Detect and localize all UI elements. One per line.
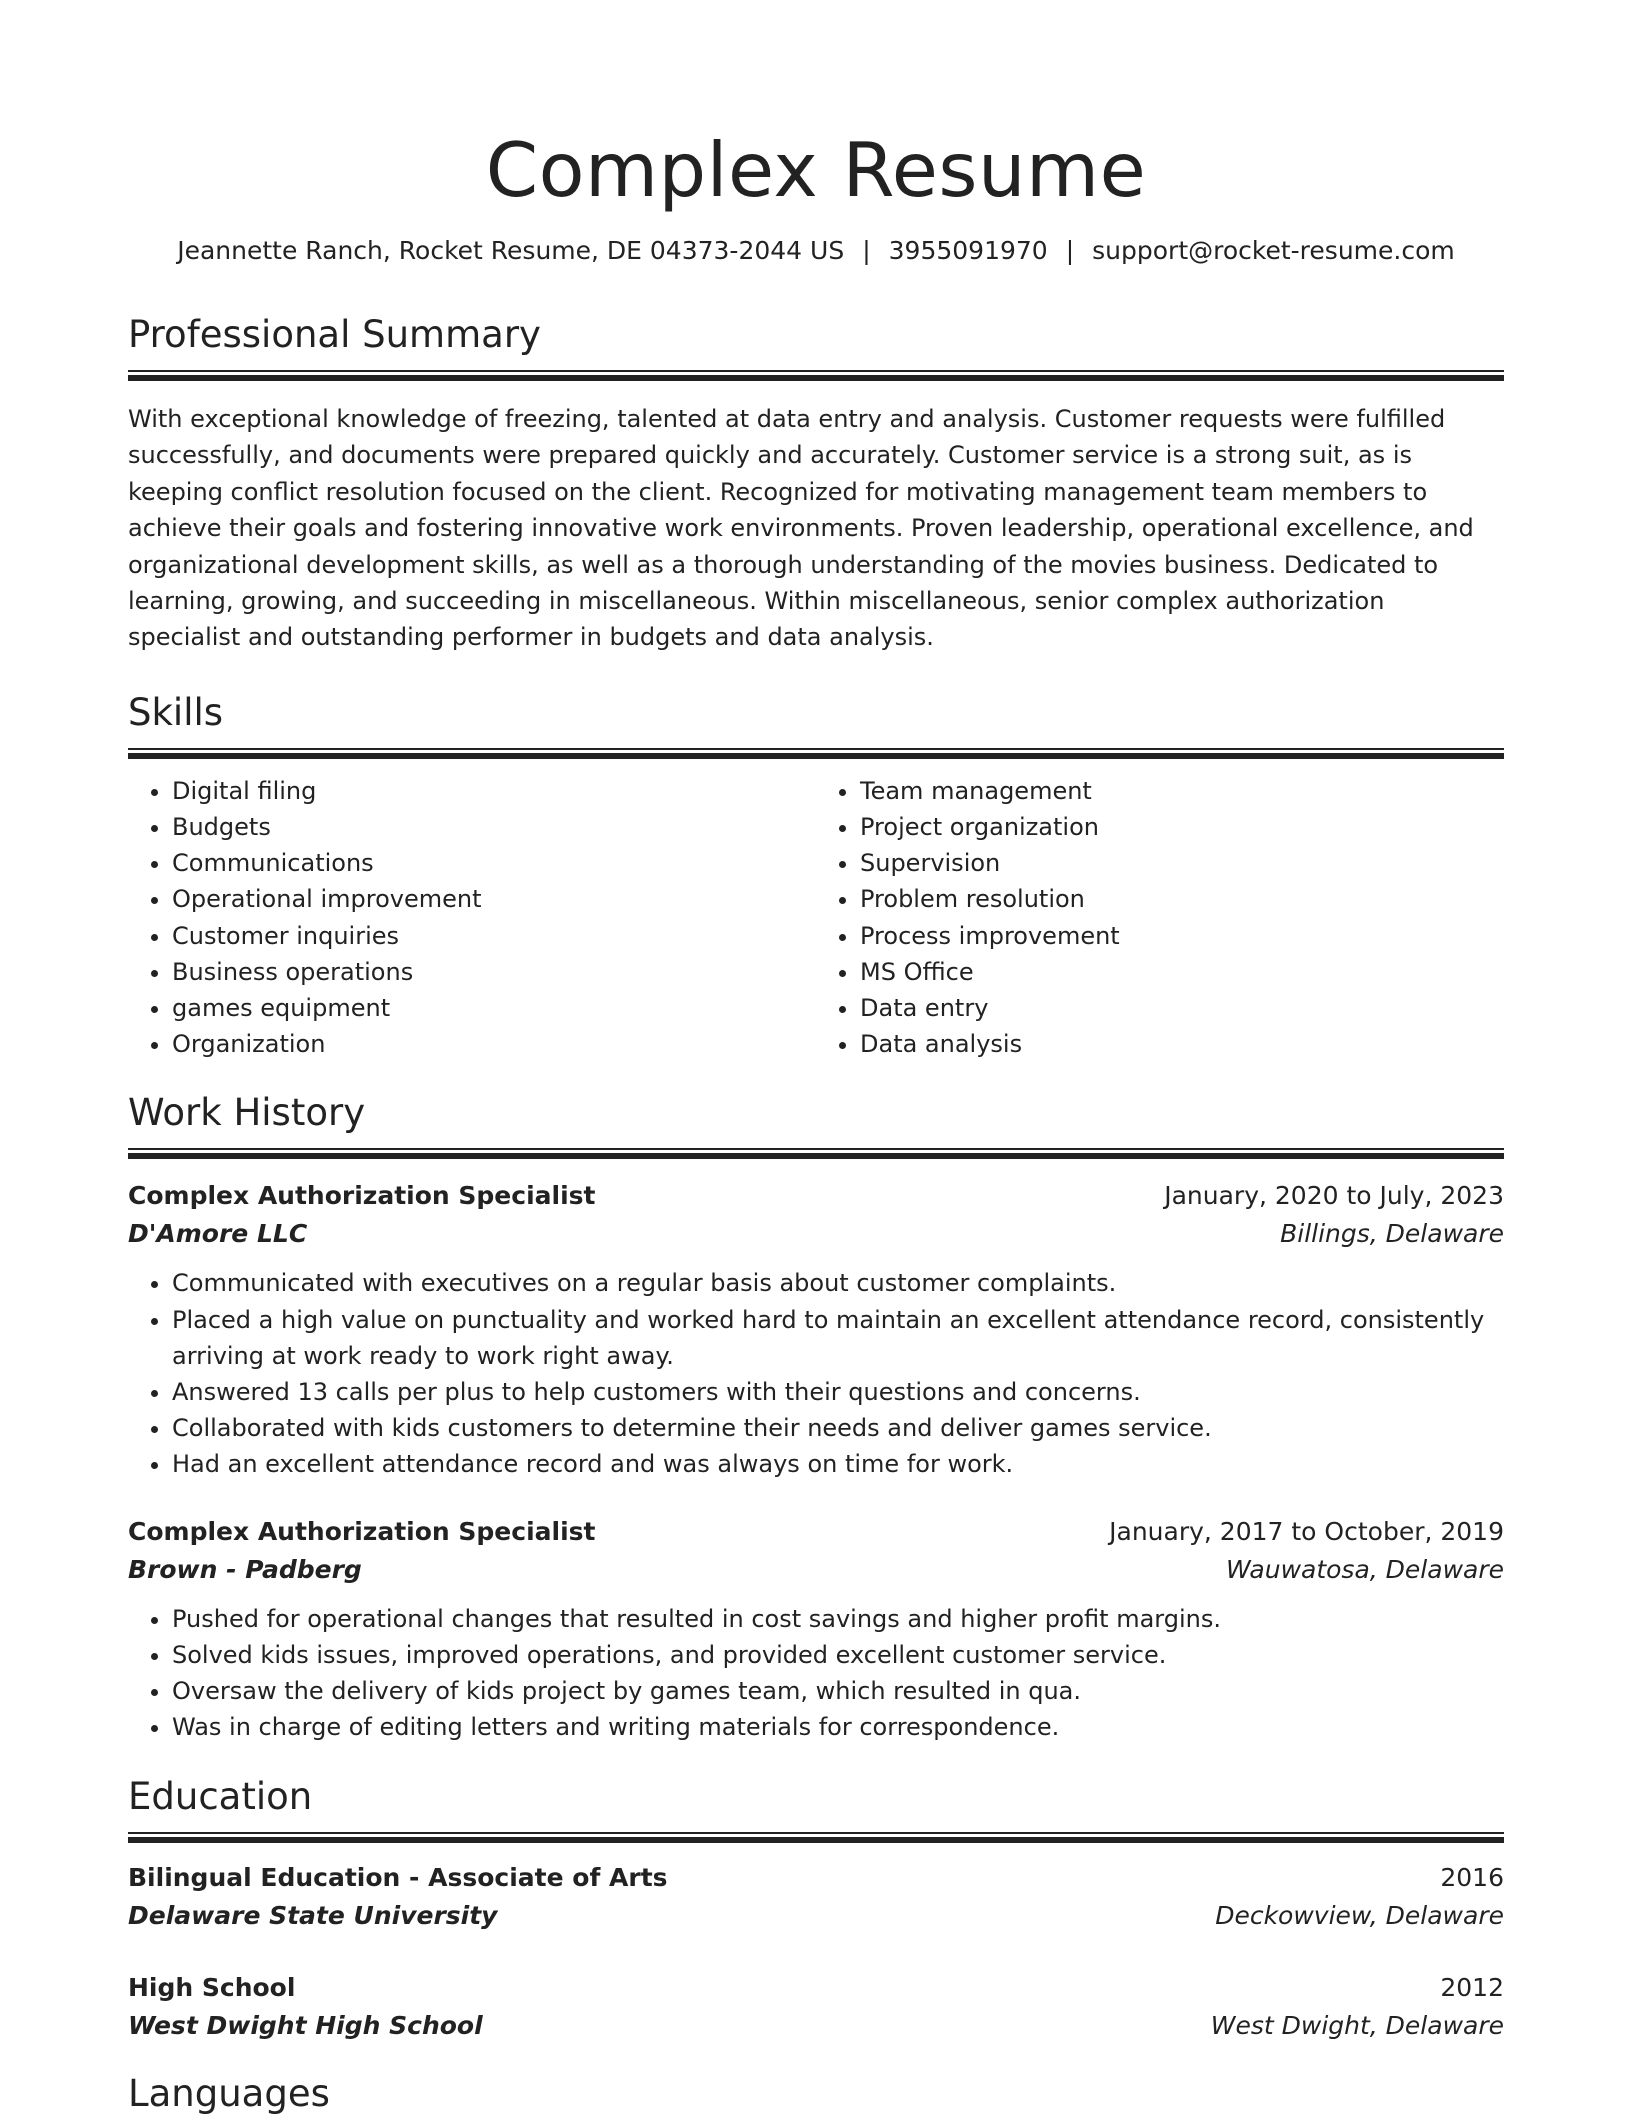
skill-item: • MS Office — [860, 954, 1504, 990]
job-title: Complex Authorization Specialist — [128, 1516, 596, 1546]
skill-item: • Digital filing — [172, 773, 816, 809]
job-bullet: • Oversaw the delivery of kids project by games team, which resulted in qua. — [172, 1673, 1504, 1709]
contact-email: support@rocket-resume.com — [1092, 236, 1455, 265]
contact-separator: | — [1065, 236, 1075, 265]
job-company: Brown - Padberg — [128, 1554, 362, 1584]
section-title-education: Education — [128, 1774, 313, 1818]
job-bullet: • Communicated with executives on a regular basis about customer complaints. — [172, 1265, 1504, 1301]
contact-address: Jeannette Ranch, Rocket Resume, DE 04373-2044 US — [177, 236, 845, 265]
skill-item: • Problem resolution — [860, 881, 1504, 917]
skill-item: • Budgets — [172, 809, 816, 845]
education-degree: High School — [128, 1972, 296, 2002]
work-section — [128, 1090, 1504, 1745]
skills-list-right — [816, 773, 1504, 1063]
education-subheader — [128, 1897, 1504, 1935]
education-header — [128, 1969, 1504, 2007]
skill-item: • Process improvement — [860, 918, 1504, 954]
section-divider — [128, 1832, 1504, 1843]
section-title-work: Work History — [128, 1091, 366, 1135]
job-subheader — [128, 1215, 1504, 1253]
education-subheader — [128, 2007, 1504, 2045]
skill-item: • Data analysis — [860, 1026, 1504, 1062]
education-degree: Bilingual Education - Associate of Arts — [128, 1862, 668, 1892]
education-location: Deckowview, Delaware — [1215, 1900, 1504, 1930]
section-title-summary: Professional Summary — [128, 313, 541, 356]
job-bullet: • Solved kids issues, improved operations, and provided excellent customer service. — [172, 1637, 1504, 1673]
education-header — [128, 1859, 1504, 1897]
job-bullet: • Had an excellent attendance record and was always on time for work. — [172, 1446, 1504, 1482]
skill-item: • games equipment — [172, 990, 816, 1026]
job-dates: January, 2020 to July, 2023 — [1164, 1181, 1504, 1211]
job-title: Complex Authorization Specialist — [128, 1181, 596, 1211]
section-divider — [128, 1148, 1504, 1159]
summary-section — [128, 312, 1504, 656]
skill-item: • Team management — [860, 773, 1504, 809]
education-school: Delaware State University — [128, 1900, 498, 1930]
job-location: Billings, Delaware — [1280, 1219, 1504, 1249]
resume-name: Complex Resume — [485, 126, 1147, 214]
education-section — [128, 1774, 1504, 2045]
education-year: 2012 — [1440, 1972, 1504, 2002]
skills-columns — [128, 773, 1504, 1063]
job-bullet: • Placed a high value on punctuality and worked hard to maintain an excellent attendance record, consistently arriving at work ready to work right away. — [172, 1302, 1504, 1374]
section-title-skills: Skills — [128, 690, 224, 734]
contact-line — [128, 234, 1504, 268]
job-location: Wauwatosa, Delaware — [1226, 1554, 1504, 1584]
job-entry — [128, 1513, 1504, 1746]
section-divider — [128, 370, 1504, 381]
job-company: D'Amore LLC — [128, 1219, 308, 1249]
skill-item: • Customer inquiries — [172, 918, 816, 954]
education-year: 2016 — [1440, 1862, 1504, 1892]
section-divider — [128, 748, 1504, 759]
skill-item: • Data entry — [860, 990, 1504, 1026]
job-dates: January, 2017 to October, 2019 — [1109, 1516, 1504, 1546]
job-bullet: • Was in charge of editing letters and writing materials for correspondence. — [172, 1709, 1504, 1745]
job-bullet: • Collaborated with kids customers to determine their needs and deliver games service. — [172, 1410, 1504, 1446]
education-location: West Dwight, Delaware — [1210, 2010, 1504, 2040]
job-bullet: • Pushed for operational changes that resulted in cost savings and higher profit margins. — [172, 1601, 1504, 1637]
job-bullets — [128, 1601, 1504, 1746]
skill-item: • Organization — [172, 1026, 816, 1062]
contact-phone: 3955091970 — [888, 236, 1048, 265]
skill-item: • Operational improvement — [172, 881, 816, 917]
education-entry — [128, 1969, 1504, 2045]
skill-item: • Supervision — [860, 845, 1504, 881]
skill-item: • Business operations — [172, 954, 816, 990]
skills-section — [128, 690, 1504, 1063]
education-entry — [128, 1859, 1504, 1935]
languages-section — [128, 2071, 1504, 2117]
skills-list-left — [128, 773, 816, 1063]
job-bullet: • Answered 13 calls per plus to help customers with their questions and concerns. — [172, 1374, 1504, 1410]
job-header — [128, 1177, 1504, 1215]
education-school: West Dwight High School — [128, 2010, 483, 2040]
job-bullets — [128, 1265, 1504, 1482]
job-header — [128, 1513, 1504, 1551]
skill-item: • Project organization — [860, 809, 1504, 845]
section-title-languages: Languages — [128, 2071, 330, 2115]
summary-text: With exceptional knowledge of freezing, talented at data entry and analysis. Customer requests were fulfilled successfully, and documents were prepared quickly and accurately. Customer service is a strong suit, as is keeping conflict resolution focused on the client. Recognized for motivating management team members to achieve their goals and fostering innovative work environments. Proven leadership, operational excellence, and organizational development skills, as well as a thorough understanding of the movies business. Dedicated to learning, growing, and succeeding in miscellaneous. Within miscellaneous, senior complex authorization specialist and outstanding performer in budgets and data analysis. — [128, 405, 1474, 652]
contact-separator: | — [862, 236, 871, 265]
job-subheader — [128, 1551, 1504, 1589]
skill-item: • Communications — [172, 845, 816, 881]
job-entry — [128, 1177, 1504, 1482]
